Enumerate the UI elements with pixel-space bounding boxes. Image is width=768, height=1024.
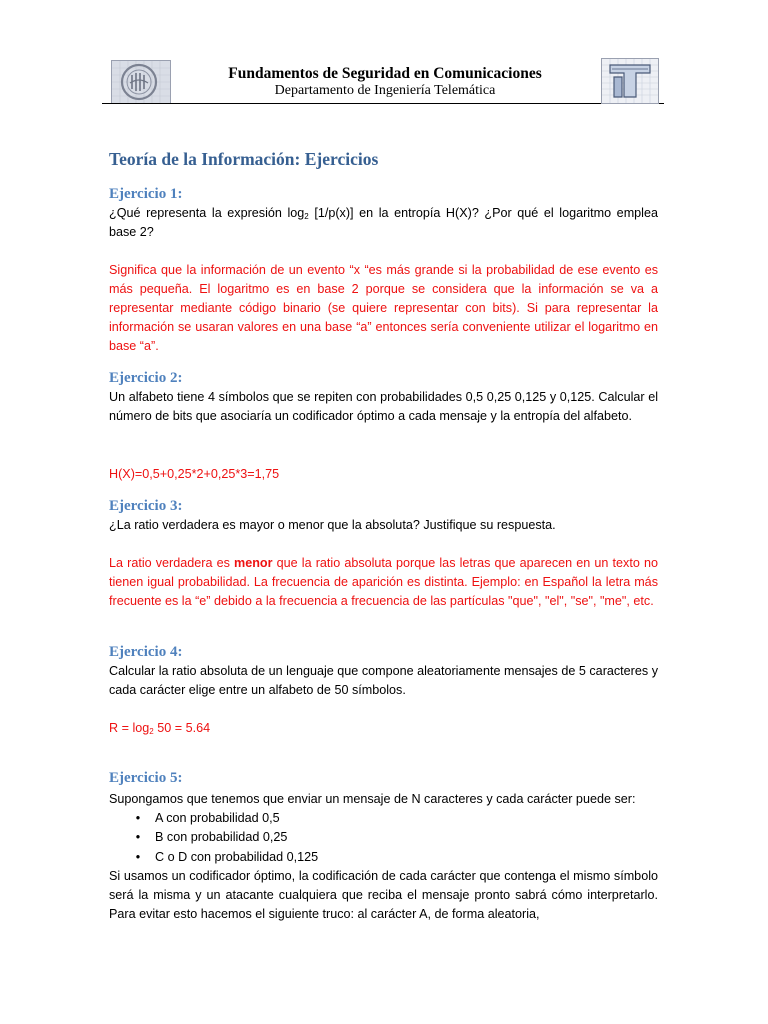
exercise-3-heading: Ejercicio 3:: [109, 498, 183, 514]
exercise-2-heading: Ejercicio 2:: [109, 370, 183, 386]
exercise-5-intro: Supongamos que tenemos que enviar un mensaje de N caracteres y cada carácter puede ser:: [109, 792, 636, 806]
exercise-4-answer: [109, 719, 210, 738]
exercise-4-answer-post: 50 = 5.64: [153, 721, 211, 735]
exercise-4-heading: Ejercicio 4:: [109, 644, 183, 660]
exercise-2-question: Un alfabeto tiene 4 símbolos que se repiten con probabilidades 0,5 0,25 0,125 y 0,125. Calcular el número de bits que asociaría un codificador óptimo a cada mensaje y la entropía del alfabeto.: [109, 390, 658, 423]
it-logo-graphic: [602, 59, 658, 103]
exercise-4-answer-pre: R = log: [109, 721, 150, 735]
exercise-5-heading: Ejercicio 5:: [109, 770, 183, 786]
list-item-text: A con probabilidad 0,5: [155, 811, 280, 825]
exercise-5-body: Si usamos un codificador óptimo, la codificación de cada carácter que contenga el mismo símbolo será la misma y un atacante cualquiera que reciba el mensaje pronto sabrá cómo interpretarlo. Para evitar esto hacemos el siguiente truco: al carácter A, de forma aleatoria,: [109, 869, 658, 921]
exercise-4-question: Calcular la ratio absoluta de un lenguaje que compone aleatoriamente mensajes de 5 caracteres y cada carácter elige entre un alfabeto de 50 símbolos.: [109, 664, 658, 697]
department-logo: [601, 58, 659, 104]
exercise-3-answer-emphasis: menor: [234, 556, 273, 570]
header-course-title: Fundamentos de Seguridad en Comunicaciones: [228, 65, 542, 82]
list-item-text: B con probabilidad 0,25: [155, 830, 288, 844]
exercise-1-question-post: [1/p(x)] en la entropía H(X)? ¿Por qué el logaritmo emplea base 2?: [109, 206, 658, 239]
header-department: Departamento de Ingeniería Telemática: [274, 83, 496, 98]
university-seal-logo: [111, 60, 171, 104]
exercise-1-question: [109, 204, 658, 242]
bullet-icon: •: [135, 811, 141, 825]
exercise-3-answer: [109, 554, 658, 611]
exercise-3-answer-pre: La ratio verdadera es: [109, 556, 235, 570]
list-item-text: C o D con probabilidad 0,125: [155, 850, 319, 864]
exercise-1-question-pre: ¿Qué representa la expresión log: [109, 206, 305, 220]
seal-graphic: [112, 61, 170, 103]
exercise-3-question: ¿La ratio verdadera es mayor o menor que la absoluta? Justifique su respuesta.: [109, 518, 556, 532]
exercise-1-heading: Ejercicio 1:: [109, 186, 183, 202]
header-divider: [102, 103, 664, 104]
bullet-icon: •: [135, 850, 141, 864]
bullet-icon: •: [135, 830, 141, 844]
document-title: Teoría de la Información: Ejercicios: [109, 149, 379, 169]
exercise-4-answer-subscript: 2: [149, 727, 154, 736]
exercise-1-question-subscript: 2: [304, 212, 309, 221]
exercise-1-answer: Significa que la información de un evento “x “es más grande si la probabilidad de ese evento es más pequeña. El logaritmo es en base 2 porque se considera que la información se va a representar mediante código binario (se quiere representar con bits). Si para representar la información se usaran valores en una base “a” entonces sería conveniente utilizar el logaritmo en base “a”.: [109, 263, 658, 353]
exercise-3-answer-post: que la ratio absoluta porque las letras que aparecen en un texto no tienen igual probabilidad. La frecuencia de aparición es distinta. Ejemplo: en Español la letra más frecuente es la “e” debido a la frecuencia a frecuencia de las partículas "que", "el", "se", "me", etc.: [109, 556, 658, 608]
exercise-2-answer: H(X)=0,5+0,25*2+0,25*3=1,75: [109, 467, 280, 481]
